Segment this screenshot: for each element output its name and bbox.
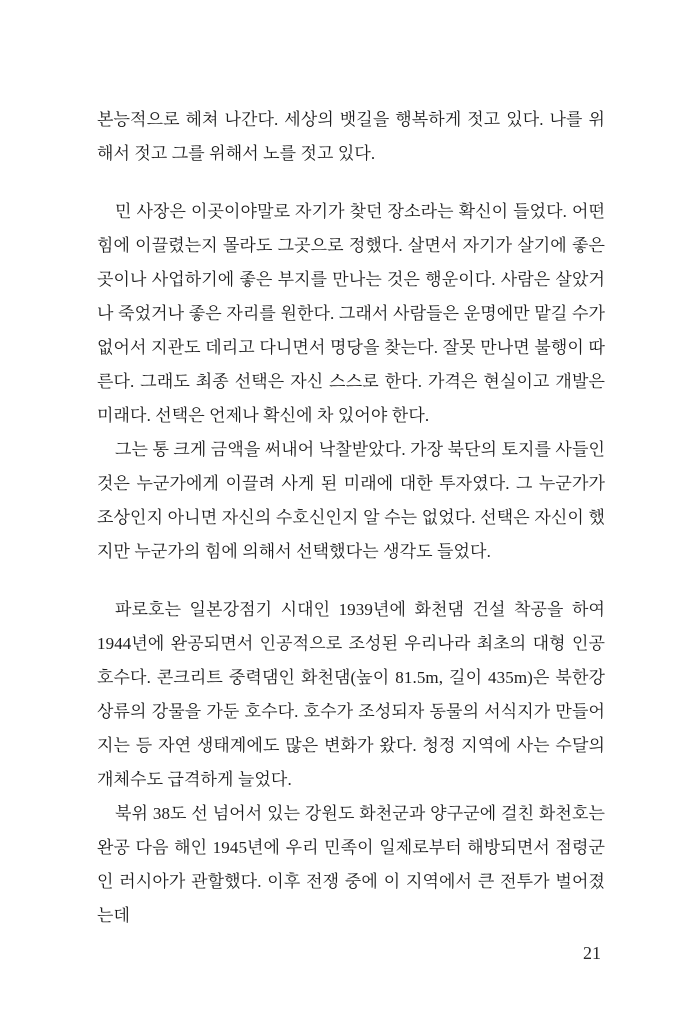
body-paragraph: 파로호는 일본강점기 시대인 1939년에 화천댐 건설 착공을 하여 1944년에 완공되면서 인공적으로 조성된 우리나라 최초의 대형 인공호수다. 콘크리트 중력댐인 화천댐(높이 81.5m, 길이 435m)은 북한강 상류의 강물을 가둔 호수다. 호수가 조성되자 동물의 서식지가 만들어지는 등 자연 생태계에도 많은 변화가 왔다. 청정 지역에 사는 수달의 개체수도 급격하게 늘었다.	[97, 600, 605, 789]
body-paragraph: 그는 통 크게 금액을 써내어 낙찰받았다. 가장 북단의 토지를 사들인 것은 누군가에게 이끌려 사게 된 미래에 대한 투자였다. 그 누군가가 조상인지 아니면 자신의 수호신인지 알 수는 없었다. 선택은 자신이 했지만 누군가의 힘에 의해서 선택했다는 생각도 들었다.	[97, 440, 605, 561]
page-number: 21	[583, 943, 601, 963]
body-text-block	[97, 103, 605, 933]
body-paragraph-continuation: 본능적으로 헤쳐 나간다. 세상의 뱃길을 행복하게 젓고 있다. 나를 위해서 젓고 그를 위해서 노를 젓고 있다.	[97, 110, 605, 163]
body-paragraph: 민 사장은 이곳이야말로 자기가 찾던 장소라는 확신이 들었다. 어떤 힘에 이끌렸는지 몰라도 그곳으로 정했다. 살면서 자기가 살기에 좋은 곳이나 사업하기에 좋은 부지를 만나는 것은 행운이다. 사람은 살았거나 죽었거나 좋은 자리를 원한다. 그래서 사람들은 운명에만 맡길 수가 없어서 지관도 데리고 다니면서 명당을 찾는다. 잘못 만나면 불행이 따른다. 그래도 최종 선택은 자신 스스로 한다. 가격은 현실이고 개발은 미래다. 선택은 언제나 확신에 차 있어야 한다.	[97, 202, 605, 425]
body-paragraph: 북위 38도 선 넘어서 있는 강원도 화천군과 양구군에 걸친 화천호는 완공 다음 해인 1945년에 우리 민족이 일제로부터 해방되면서 점령군인 러시아가 관할했다. 이후 전쟁 중에 이 지역에서 큰 전투가 벌어졌는데	[97, 804, 605, 925]
